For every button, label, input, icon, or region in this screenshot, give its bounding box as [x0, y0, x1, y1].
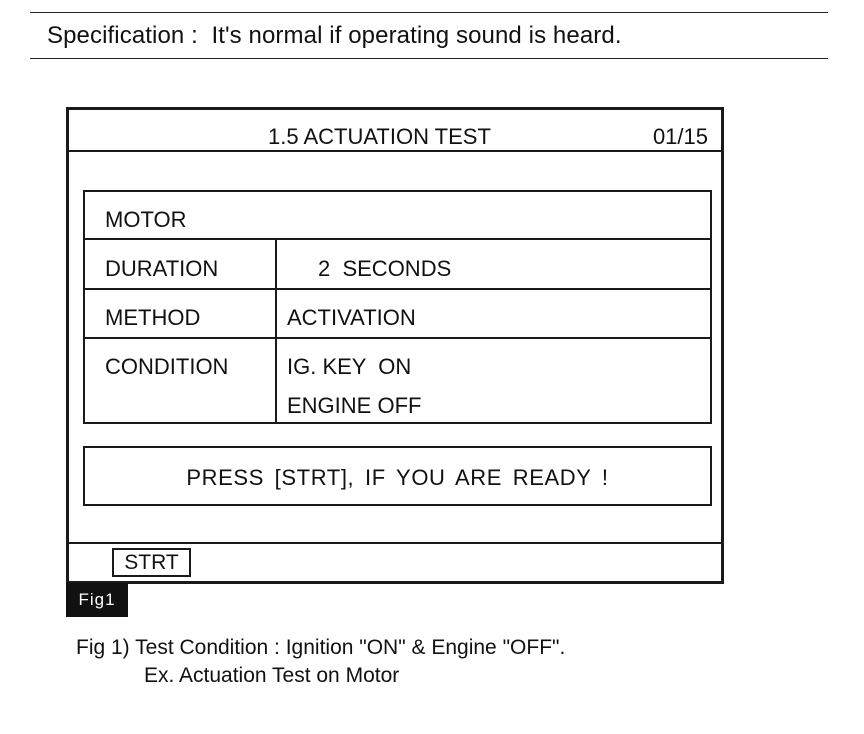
- scanner-screen: [66, 107, 724, 584]
- figure-caption-line1: Fig 1) Test Condition : Ignition "ON" & Engine "OFF".: [76, 636, 566, 659]
- ready-prompt: PRESS [STRT], IF YOU ARE READY !: [186, 465, 609, 490]
- method-value: ACTIVATION: [287, 305, 416, 330]
- column-divider: [275, 240, 277, 424]
- item-name: MOTOR: [105, 207, 187, 232]
- top-rule: [30, 12, 828, 13]
- duration-label: DURATION: [105, 256, 219, 281]
- figure-caption-line2: Ex. Actuation Test on Motor: [144, 664, 400, 687]
- duration-value: 2 SECONDS: [318, 256, 452, 281]
- row-divider: [85, 337, 710, 339]
- row-divider: [85, 288, 710, 290]
- method-label: METHOD: [105, 305, 201, 330]
- start-button[interactable]: STRT: [112, 548, 191, 577]
- screen-title-bar: [69, 110, 721, 152]
- page-indicator: 01/15: [652, 124, 708, 149]
- condition-value-line1: IG. KEY ON: [287, 354, 412, 379]
- condition-value-line2: ENGINE OFF: [287, 393, 422, 418]
- test-info-table: [83, 190, 712, 424]
- function-key-divider: [69, 542, 721, 544]
- figure-tag: Fig1: [66, 583, 128, 617]
- bottom-rule: [30, 58, 828, 59]
- condition-label: CONDITION: [105, 354, 229, 379]
- ready-prompt-box: [83, 446, 712, 506]
- screen-title: 1.5 ACTUATION TEST: [268, 124, 491, 149]
- specification-text: Specification : It's normal if operating sound is heard.: [47, 22, 622, 49]
- row-divider: [85, 238, 710, 240]
